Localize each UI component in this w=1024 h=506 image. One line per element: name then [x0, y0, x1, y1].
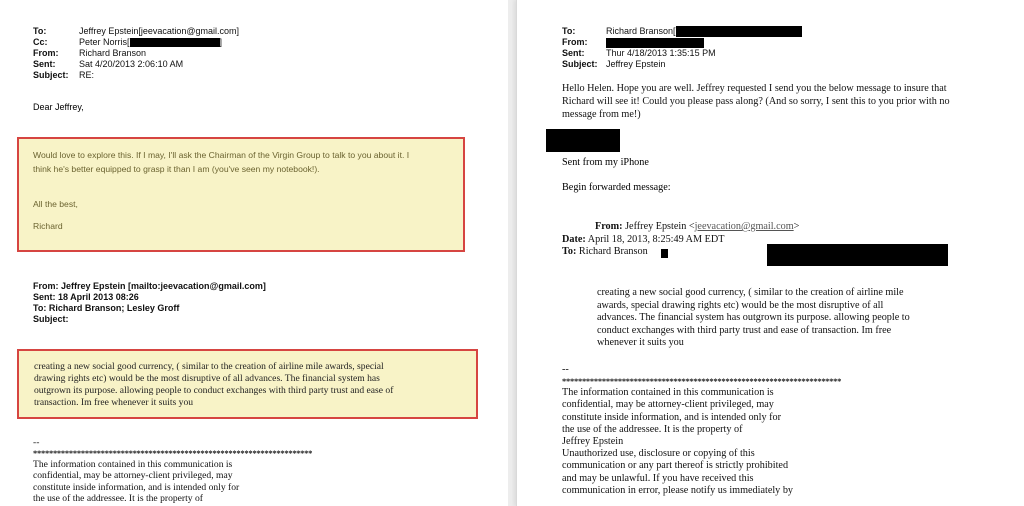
subject-value: RE:: [79, 70, 95, 80]
redaction-bar: [676, 26, 802, 37]
email-header: [33, 26, 239, 81]
fwd-date-value: April 18, 2013, 8:25:49 AM EDT: [587, 233, 725, 245]
disclaimer-line: confidential, may be attorney-client privileged, may: [33, 470, 233, 481]
to-label: To:: [562, 26, 576, 36]
sent-label: Sent:: [33, 59, 56, 69]
fwd-from: From: Jeffrey Epstein [mailto:jeevacation@gmail.com]: [33, 281, 266, 291]
to-value: Jeffrey Epstein[jeevacation@gmail.com]: [79, 26, 240, 36]
signature-dash: --: [33, 437, 40, 448]
message-line: creating a new social good currency, ( similar to the creation of airline mile awards, special: [34, 361, 384, 372]
forwarded-header: [33, 281, 266, 325]
right-footer: [562, 364, 841, 497]
reply-line: Would love to explore this. If I may, I'll ask the Chairman of the Virgin Group to talk to you about it. I: [33, 150, 410, 160]
forwarded-message: [597, 287, 910, 350]
disclaimer-line: constitute inside information, and is intended only for: [562, 411, 781, 423]
message-line: whenever it suits you: [597, 337, 684, 348]
subject-label: Subject:: [562, 59, 598, 70]
intro-line: message from me!): [562, 109, 641, 120]
separator-stars: **********************************************************************: [33, 448, 313, 458]
fwd-to-value: Richard Branson: [578, 246, 648, 257]
greeting: Dear Jeffrey,: [33, 102, 84, 112]
message-line: advances. The financial system has outgrown its purpose. allowing people to: [597, 312, 910, 323]
sent-value: Sat 4/20/2013 2:06:10 AM: [79, 59, 184, 69]
to-label: To:: [33, 26, 47, 36]
redaction-bar: [606, 38, 704, 48]
from-label: From:: [562, 37, 588, 48]
reply-closing: All the best,: [33, 199, 78, 209]
right-document-page: [516, 0, 1024, 506]
disclaimer-line: The information contained in this communication is: [33, 458, 233, 470]
left-footer: [33, 437, 312, 505]
fwd-subject: Subject:: [33, 314, 69, 324]
disclaimer-line: the use of the addressee. It is the property of: [562, 423, 743, 435]
message-line: drawing rights etc) would be the most disruptive of all advances. The financial system has: [34, 373, 380, 384]
fwd-to-label: To:: [562, 246, 577, 257]
fwd-from-value: Jeffrey Epstein <: [625, 221, 695, 232]
signature-dash: --: [562, 364, 569, 375]
fwd-email-link[interactable]: jeevacation@gmail.com: [694, 221, 794, 232]
highlighted-reply-box: [17, 137, 465, 252]
disclaimer-line: and may be unlawful. If you have received this: [562, 472, 754, 484]
cc-label: Cc:: [33, 37, 48, 47]
message-line: creating a new social good currency, ( similar to the creation of airline mile: [597, 287, 904, 298]
disclaimer-line: constitute inside information, and is intended only for: [33, 481, 240, 493]
forwarded-label: Begin forwarded message:: [562, 182, 671, 193]
redaction-bar: [130, 38, 220, 47]
disclaimer-line: communication or any part thereof is strictly prohibited: [562, 460, 789, 472]
to-value: Richard Branson[: [606, 26, 676, 36]
fwd-date-label: Date:: [562, 233, 586, 245]
reply-signature: Richard: [33, 221, 63, 231]
disclaimer-line: Jeffrey Epstein: [562, 436, 624, 448]
cc-value: Peter Norris[: [79, 37, 130, 47]
fwd-from-close: >: [793, 221, 800, 232]
sent-label: Sent:: [562, 48, 585, 59]
sent-value: Thur 4/18/2013 1:35:15 PM: [606, 48, 716, 59]
disclaimer-line: communication in error, please notify us immediately by: [562, 484, 794, 496]
message-line: transaction. Im free whenever it suits you: [34, 397, 194, 408]
email-header: [562, 26, 802, 70]
highlighted-message-box: [17, 349, 478, 419]
subject-label: Subject:: [33, 70, 69, 80]
message-line: awards, special drawing rights etc) would be the most disruptive of all: [597, 299, 884, 311]
cc-close: ]: [219, 37, 223, 47]
message-line: conduct exchanges with third party trust and ease of transaction. Im free: [597, 324, 892, 336]
intro-line: Richard will see it! Could you please pass along? (And so sorry, I sent this to you prior with no: [562, 96, 950, 107]
disclaimer-line: The information contained in this communication is: [562, 387, 774, 399]
redaction-bar: [661, 249, 668, 258]
from-value: Richard Branson: [79, 48, 147, 58]
fwd-to: To: Richard Branson; Lesley Groff: [33, 303, 180, 313]
sent-from-line: Sent from my iPhone: [562, 157, 649, 168]
disclaimer-line: confidential, may be attorney-client privileged, may: [562, 399, 774, 411]
fwd-sent: Sent: 18 April 2013 08:26: [33, 292, 139, 302]
subject-value: Jeffrey Epstein: [606, 59, 666, 70]
forwarded-header: [562, 221, 799, 259]
separator-stars: **********************************************************************: [562, 377, 842, 387]
redaction-bar: [767, 244, 948, 266]
fwd-from-label: From:: [595, 221, 623, 232]
disclaimer-line: the use of the addressee. It is the property of: [33, 493, 203, 504]
intro-line: Hello Helen. Hope you are well. Jeffrey requested I send you the below message to insure that: [562, 83, 947, 94]
disclaimer-line: Unauthorized use, disclosure or copying of this: [562, 448, 755, 460]
redaction-block: [546, 129, 620, 152]
reply-line: think he's better equipped to grasp it than I am (you've seen my notebook!).: [33, 164, 320, 174]
from-label: From:: [33, 48, 59, 58]
intro-paragraph: [562, 82, 950, 121]
left-document-page: [0, 0, 508, 506]
message-line: outgrown its purpose. allowing people to conduct exchanges with third party trust and ease of: [34, 385, 394, 396]
